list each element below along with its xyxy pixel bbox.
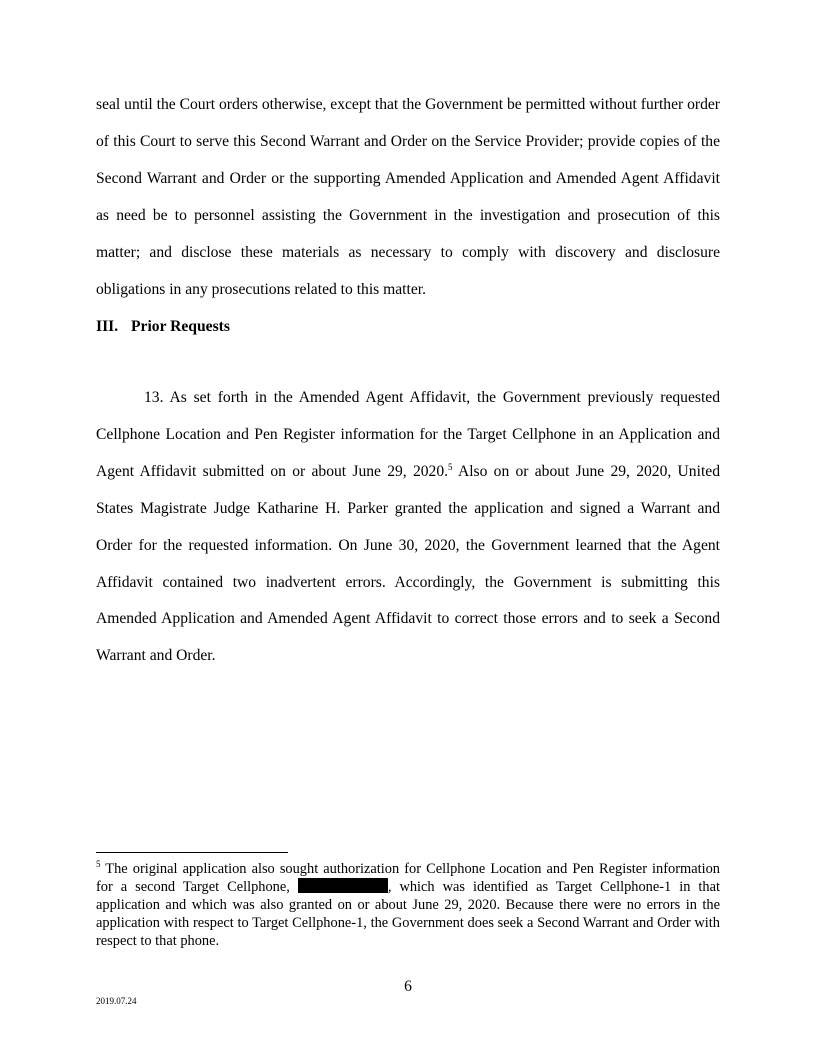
paragraph-13 <box>96 380 720 675</box>
paragraph-13-text-end: Also on or about June 29, 2020, United States Magistrate Judge Katharine H. Parker granted the application and signed a Warrant and Order for the requested information. On June 30, 2020, the Government learned that the Agent Affidavit contained two inadvertent errors. Accordingly, the Government is submitting this Amended Application and Amended Agent Affidavit to correct those errors and to seek a Second Warrant and Order. <box>96 462 720 665</box>
version-date: 2019.07.24 <box>96 996 137 1006</box>
section-number: III. <box>96 318 119 335</box>
section-title: Prior Requests <box>131 318 230 335</box>
footnote-text-end: , which was identified as Target Cellphone-1 in that application and which was also granted on or about June 29, 2020. Because there were no errors in the application with respect to Target Cellphone-1, the Government does seek a Second Warrant and Order with respect to that phone. <box>96 879 720 949</box>
continued-paragraph: seal until the Court orders otherwise, except that the Government be permitted without further order of this Court to serve this Second Warrant and Order on the Service Provider; provide copies of the Second Warrant and Order or the supporting Amended Application and Amended Agent Affidavit as need be to personnel assisting the Government in the investigation and prosecution of this matter; and disclose these materials as necessary to comply with discovery and disclosure obligations in any prosecutions related to this matter. <box>96 96 720 298</box>
footnote-marker: 5 <box>96 859 101 870</box>
footnote-reference: 5 <box>448 461 453 472</box>
footnote-text-start: The original application also sought authorization for Cellphone Location and Pen Register information for a second Target Cellphone, <box>96 861 720 895</box>
footnote <box>96 860 720 950</box>
paragraph-13-text-start: 13. As set forth in the Amended Agent Affidavit, the Government previously requested Cellphone Location and Pen Register information for the Target Cellphone in an Application and Agent Affidavit submitted on or about June 29, 2020. <box>96 389 720 480</box>
page-number: 6 <box>404 978 412 995</box>
footnote-separator <box>96 852 288 853</box>
redaction-block <box>298 878 388 893</box>
section-heading <box>96 317 230 337</box>
